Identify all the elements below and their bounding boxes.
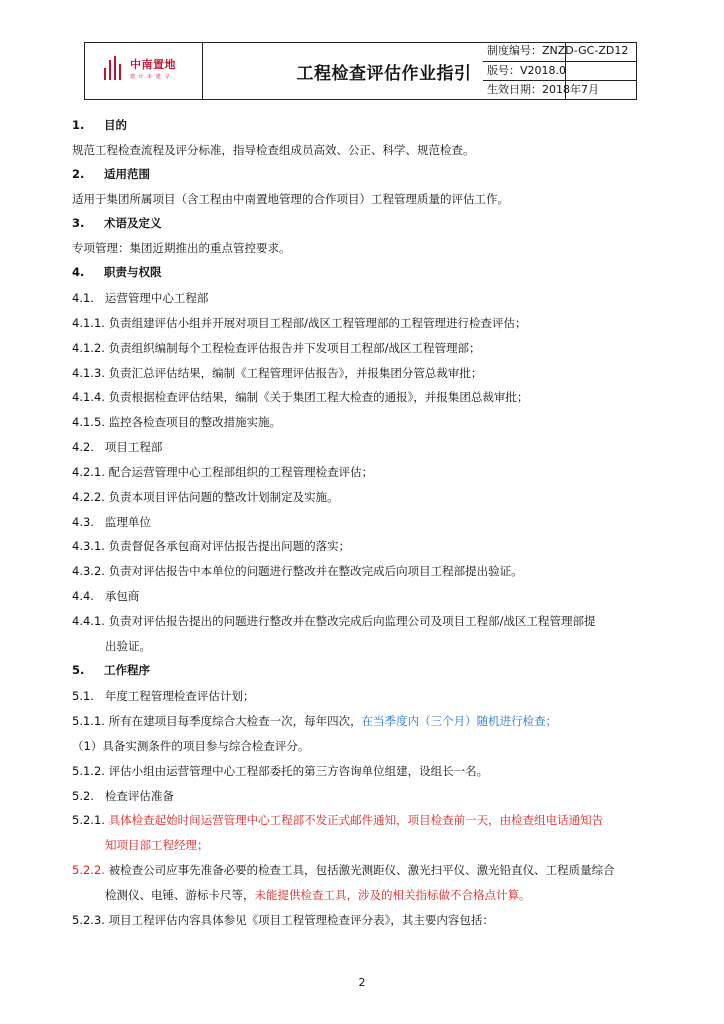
logo-mark-icon xyxy=(103,56,125,80)
list-item-continuation: 知项目部工程经理； xyxy=(105,838,209,852)
paragraph: 适用于集团所属项目（含工程由中南置地管理的合作项目）工程管理质量的评估工作。 xyxy=(72,192,509,206)
list-item: 4.2.1. 配合运营管理中心工程部组织的工程管理检查评估； xyxy=(72,465,374,479)
doc-number: 制度编号：ZNZD-GC-ZD12 xyxy=(487,44,629,57)
list-item: 4.3.2. 负责对评估报告中本单位的问题进行整改并在整改完成后向项目工程部提出验证。 xyxy=(72,564,523,578)
list-item: 4.2. 项目工程部 xyxy=(72,440,163,454)
list-item: 5.1.1. 所有在建项目每季度综合大检查一次，每年四次，在当季度内（三个月）随机进行检查； xyxy=(72,714,558,728)
list-item: 4.1.3. 负责汇总评估结果，编制《工程管理评估报告》，并报集团分管总裁审批； xyxy=(72,366,483,380)
list-item: 4.1.2. 负责组织编制每个工程检查评估报告并下发项目工程部/战区工程管理部； xyxy=(72,341,481,355)
list-item: 4.1. 运营管理中心工程部 xyxy=(72,291,209,305)
paragraph: 专项管理：集团近期推出的重点管控要求。 xyxy=(72,241,291,255)
list-item-continuation: 检测仪、电锤、游标卡尺等，未能提供检查工具，涉及的相关指标做不合格点计算。 xyxy=(105,888,531,902)
list-item: 4.4.1. 负责对评估报告提出的问题进行整改并在整改完成后向监理公司及项目工程部/战区工程管理部提 xyxy=(72,614,596,628)
list-item: 4.2.2. 负责本项目评估问题的整改计划制定及实施。 xyxy=(72,490,339,504)
section-heading: 2. 适用范围 xyxy=(72,167,150,181)
logo-cell xyxy=(85,43,203,99)
highlight-red: 具体检查起始时间运营管理中心工程部不发正式邮件通知，项目检查前一天，由检查组电话通知告 xyxy=(108,813,604,827)
logo-subtext: 建 计 未 建 寻 xyxy=(130,74,171,80)
document-title: 工程检查评估作业指引 xyxy=(296,63,472,84)
list-item: 5.2.1. 具体检查起始时间运营管理中心工程部不发正式邮件通知，项目检查前一天，由检查组电话通知告 xyxy=(72,813,604,827)
list-item: 4.1.4. 负责根据检查评估结果，编制《关于集团工程大检查的通报》，并报集团总裁审批； xyxy=(72,390,529,404)
section-heading: 1. 目的 xyxy=(72,118,127,132)
section-heading: 4. 职责与权限 xyxy=(72,265,162,279)
list-item-continuation: 出验证。 xyxy=(105,639,151,653)
list-item: 4.3.1. 负责督促各承包商对评估报告提出问题的落实； xyxy=(72,539,351,553)
list-item: （1）具备实测条件的项目参与综合检查评分。 xyxy=(72,739,310,753)
version-number: 版号：V2018.0 xyxy=(483,61,637,79)
highlight-blue: 在当季度内（三个月）随机进行检查； xyxy=(361,714,558,728)
effective-date: 生效日期：2018年7月 xyxy=(483,80,637,98)
page-number: 2 xyxy=(358,976,366,989)
list-item: 5.2. 检查评估准备 xyxy=(72,789,174,803)
list-item: 4.1.5. 监控各检查项目的整改措施实施。 xyxy=(72,415,282,429)
section-heading: 3. 术语及定义 xyxy=(72,216,162,230)
list-item: 4.4. 承包商 xyxy=(72,589,140,603)
list-item: 5.2.3. 项目工程评估内容具体参见《项目工程管理检查评分表》，其主要内容包括： xyxy=(72,913,494,927)
list-item: 5.1. 年度工程管理检查评估计划； xyxy=(72,689,255,703)
list-item: 4.3. 监理单位 xyxy=(72,515,151,529)
company-logo xyxy=(103,56,176,80)
list-item: 5.2.2. 被检查公司应事先准备必要的检查工具，包括激光测距仪、激光扫平仪、激光铅直仪、工程质量综合 xyxy=(72,863,615,877)
paragraph: 规范工程检查流程及评分标准，指导检查组成员高效、公正、科学、规范检查。 xyxy=(72,143,475,157)
list-item: 4.1.1. 负责组建评估小组并开展对项目工程部/战区工程管理部的工程管理进行检查评估； xyxy=(72,316,527,330)
list-item: 5.1.2. 评估小组由运营管理中心工程部委托的第三方咨询单位组建，设组长一名。 xyxy=(72,764,489,778)
section-heading: 5. 工作程序 xyxy=(72,663,150,677)
logo-text: 中南置地 xyxy=(130,58,176,71)
highlight-red: 未能提供检查工具，涉及的相关指标做不合格点计算。 xyxy=(254,888,531,902)
